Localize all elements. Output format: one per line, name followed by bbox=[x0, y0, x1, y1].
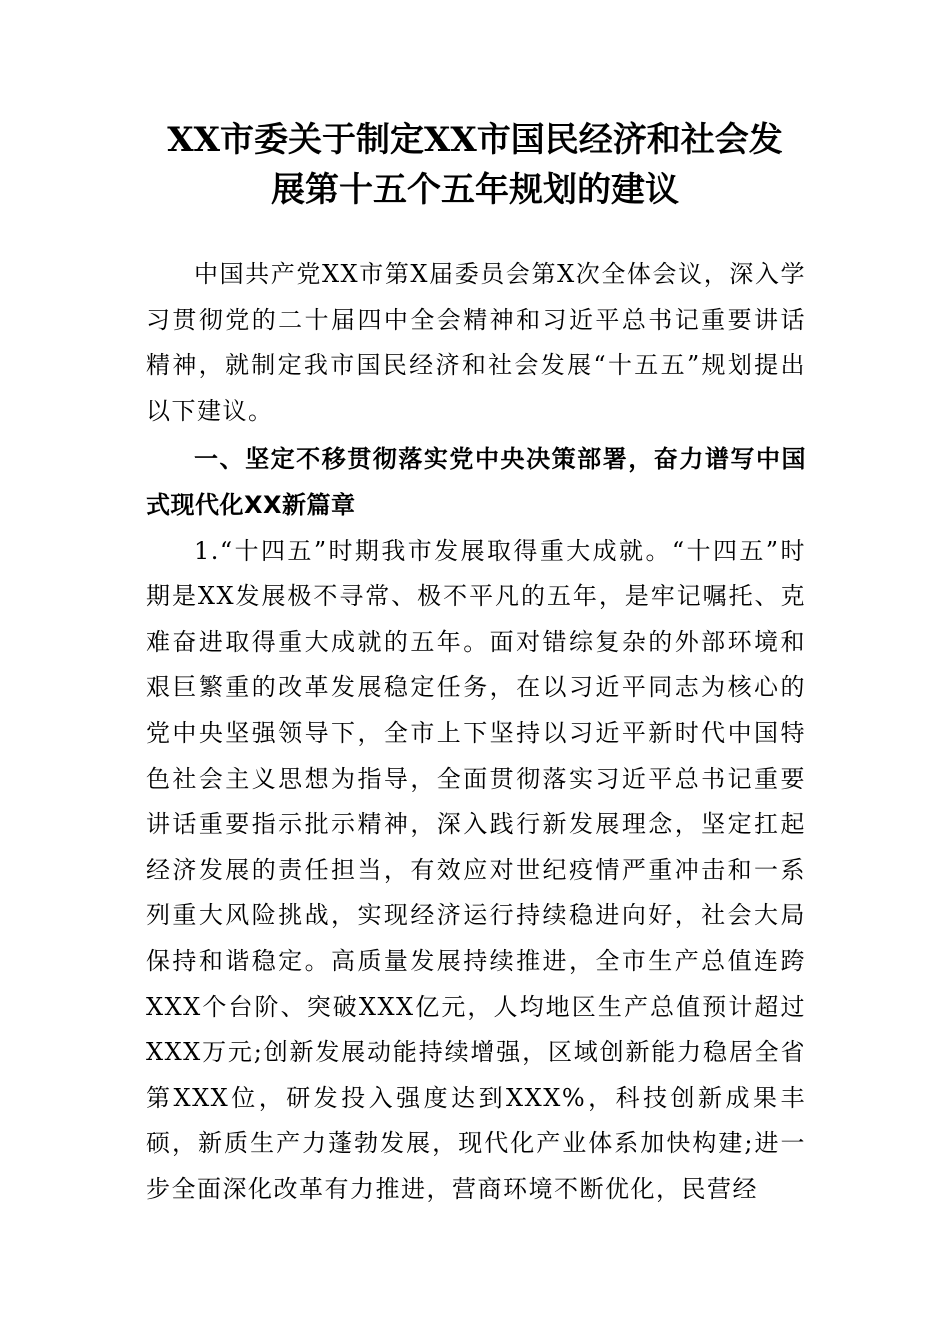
title-line-2: 展第十五个五年规划的建议 bbox=[271, 170, 679, 210]
section-heading: 一、坚定不移贯彻落实党中央决策部署，奋力谱写中国式现代化XX新篇章 bbox=[146, 445, 806, 519]
intro-paragraph: 中国共产党XX市第X届委员会第X次全体会议，深入学习贯彻党的二十届四中全会精神和习近平总书记重要讲话精神，就制定我市国民经济和社会发展“十五五”规划提出以下建议。 bbox=[146, 260, 806, 425]
body-paragraph: 1.“十四五”时期我市发展取得重大成就。“十四五”时期是XX发展极不寻常、极不平凡的五年，是牢记嘱托、克难奋进取得重大成就的五年。面对错综复杂的外部环境和艰巨繁重的改革发展稳定任务，在以习近平同志为核心的党中央坚强领导下，全市上下坚持以习近平新时代中国特色社会主义思想为指导，全面贯彻落实习近平总书记重要讲话重要指示批示精神，深入践行新发展理念，坚定扛起经济发展的责任担当，有效应对世纪疫情严重冲击和一系列重大风险挑战，实现经济运行持续稳进向好，社会大局保持和谐稳定。高质量发展持续推进，全市生产总值连跨XXX个台阶、突破XXX亿元，人均地区生产总值预计超过XXX万元;创新发展动能持续增强，区域创新能力稳居全省第XXX位，研发投入强度达到XXX%，科技创新成果丰硕，新质生产力蓬勃发展，现代化产业体系加快构建;进一步全面深化改革有力推进，营商环境不断优化，民营经 bbox=[146, 536, 806, 1203]
title-line-1: XX市委关于制定XX市国民经济和社会发 bbox=[167, 120, 783, 160]
document-title bbox=[140, 115, 810, 215]
document-body bbox=[146, 252, 806, 1212]
